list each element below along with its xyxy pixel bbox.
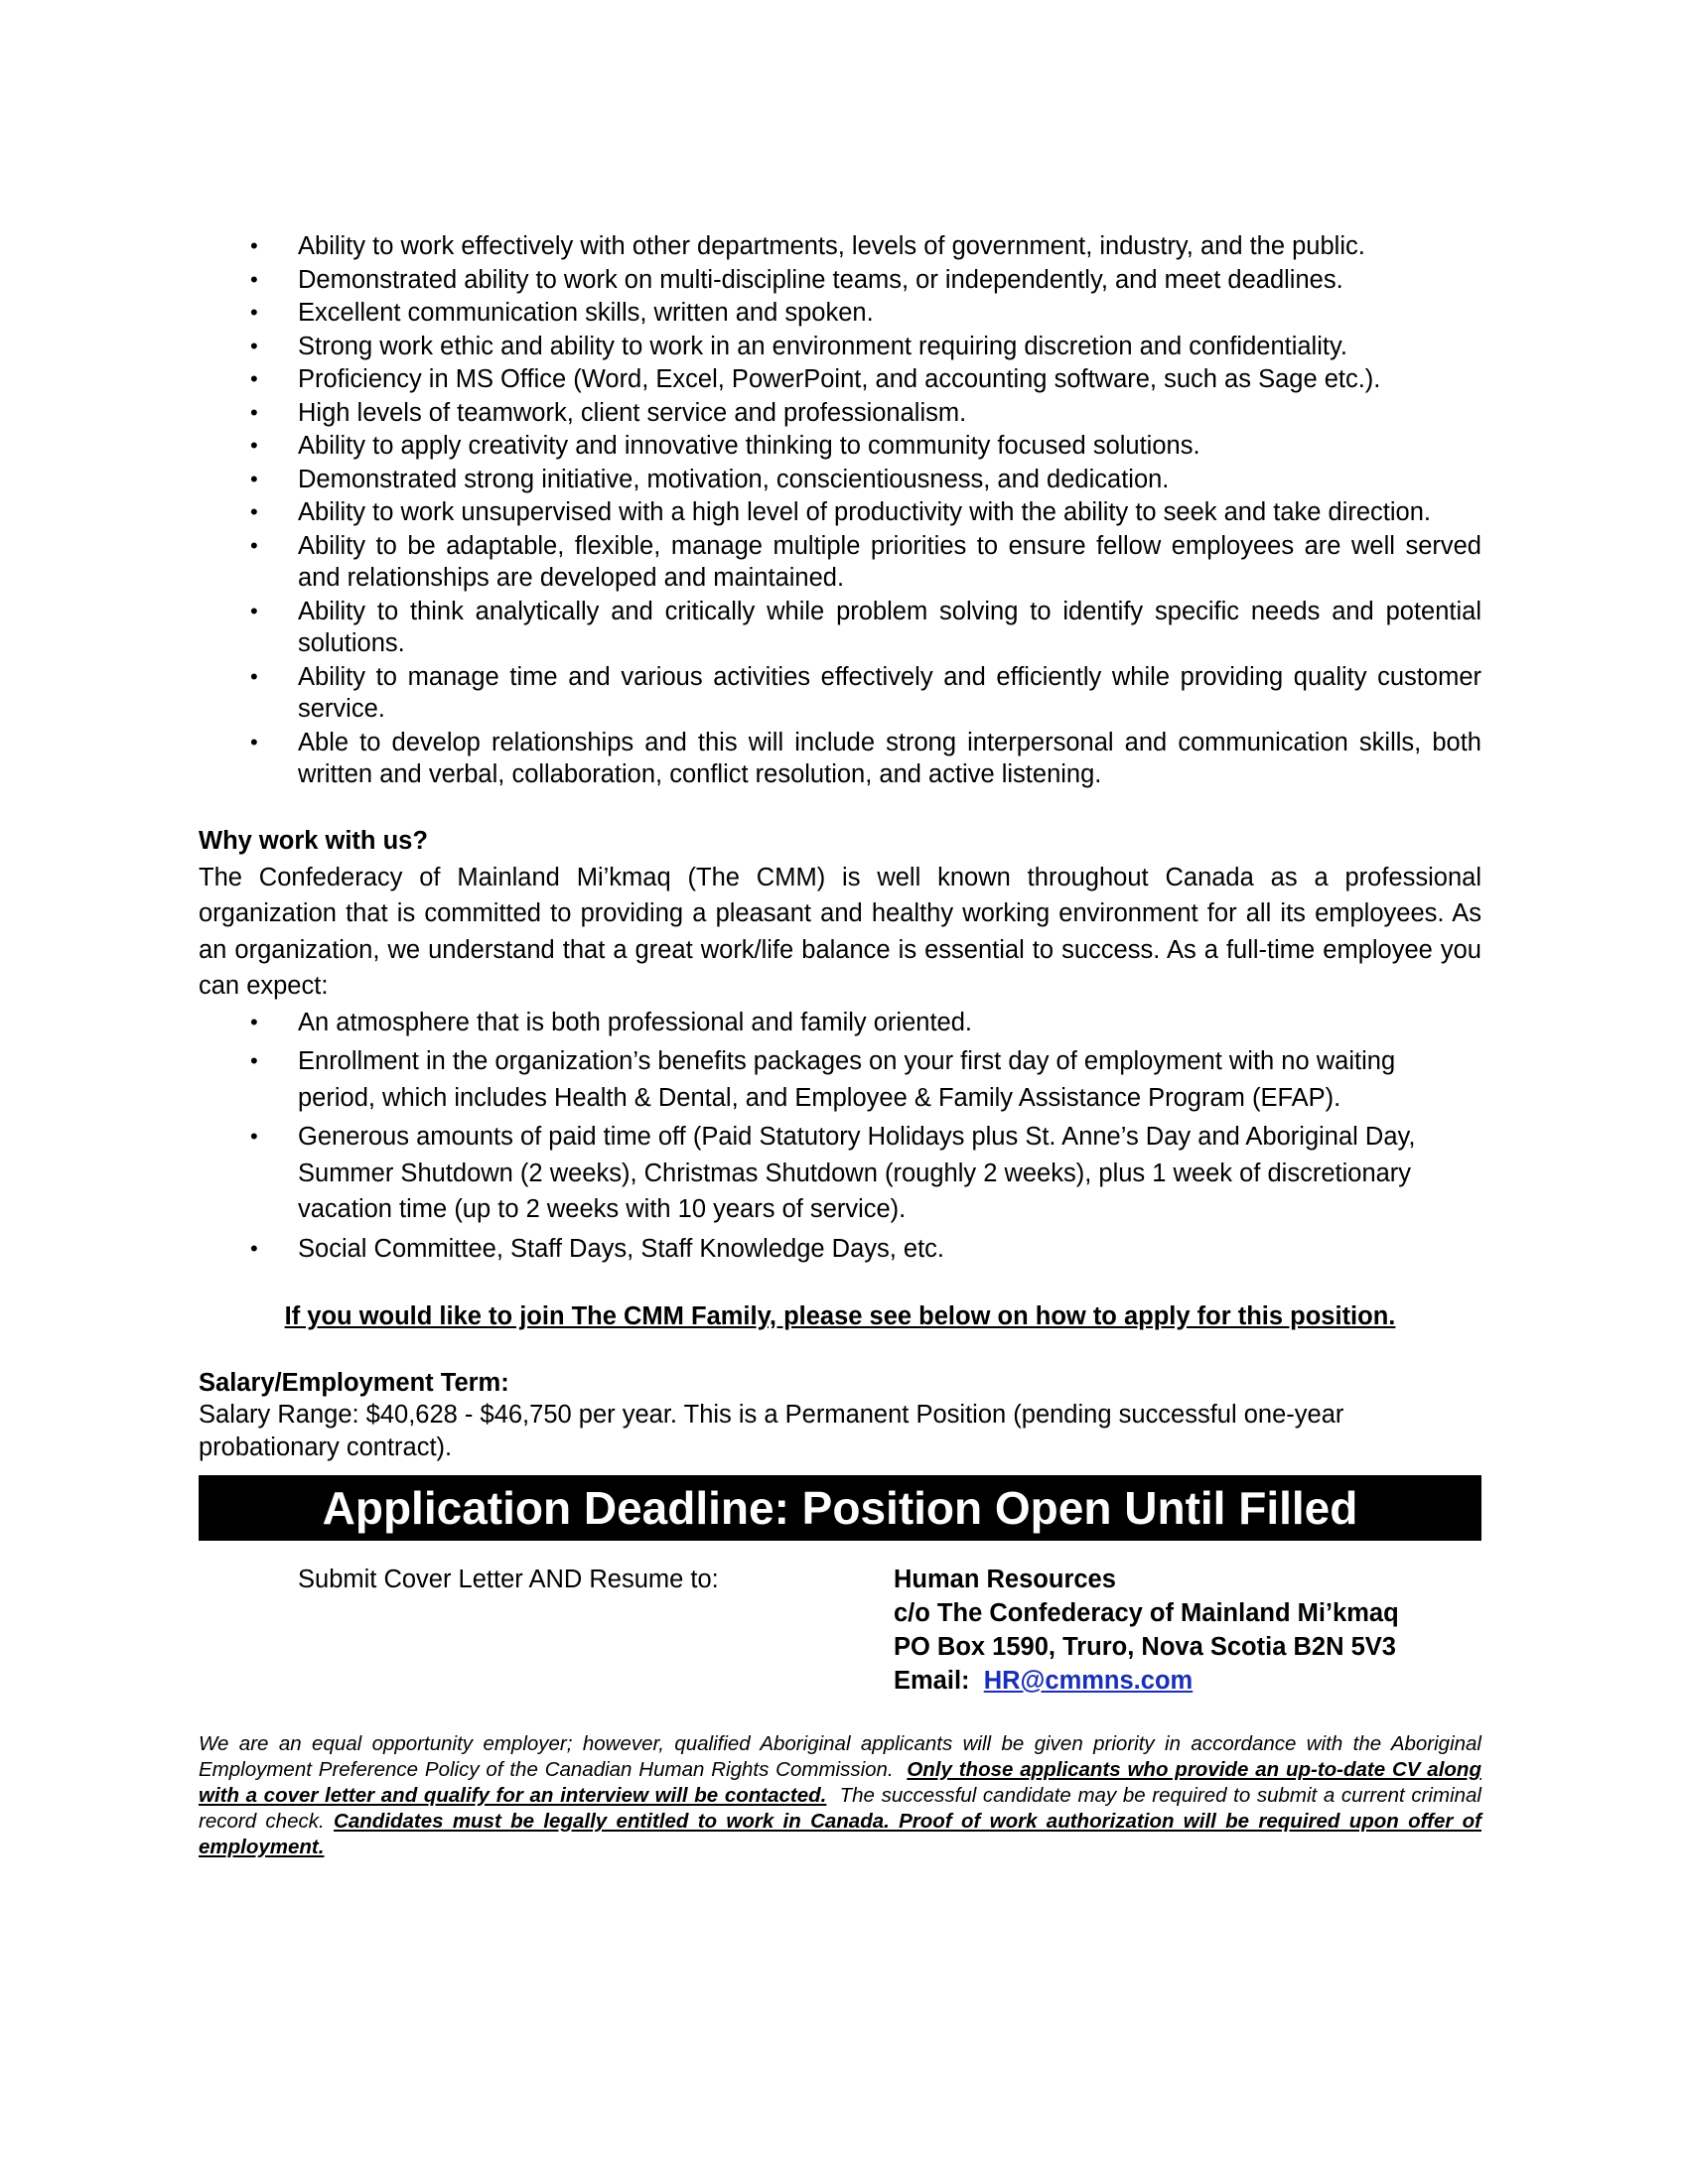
address-line: Human Resources — [894, 1566, 1116, 1593]
list-item: • Social Committee, Staff Days, Staff Knowledge Days, etc. — [199, 1231, 1481, 1268]
benefits-list — [199, 1005, 1481, 1268]
email-line — [894, 1664, 1399, 1698]
bullet-icon: • — [250, 598, 258, 623]
list-item: • Enrollment in the organization’s benefits packages on your first day of employment with no waiting period, which includes Health & Dental, and Employee & Family Assistance Program (EFAP). — [199, 1043, 1481, 1116]
bullet-icon: • — [250, 663, 258, 689]
footer-emphasis: Only those applicants who provide an up-to-date CV along with a cover letter and qualify for an interview will be contacted. — [199, 1758, 1481, 1807]
bullet-icon: • — [250, 1235, 258, 1261]
bullet-icon: • — [250, 366, 258, 391]
footer-text: The successful candidate may be required to submit a current criminal record check. — [199, 1784, 1481, 1833]
join-callout: If you would like to join The CMM Family, please see below on how to apply for this position. — [284, 1302, 1396, 1330]
deadline-banner: Application Deadline: Position Open Until Filled — [199, 1475, 1481, 1541]
equal-opportunity-footer — [199, 1731, 1481, 1860]
submit-label: Submit Cover Letter AND Resume to: — [298, 1566, 719, 1593]
list-item: • Ability to be adaptable, flexible, manage multiple priorities to ensure fellow employees are well served and relationships are developed and maintained. — [250, 531, 1481, 592]
list-item: • Excellent communication skills, written and spoken. — [199, 297, 1481, 330]
bullet-icon: • — [250, 466, 258, 491]
bullet-icon: • — [250, 1048, 258, 1073]
why-heading: Why work with us? — [199, 826, 428, 855]
salary-text: Salary Range: $40,628 - $46,750 per year. This is a Permanent Position (pending successful one-year probationary contract). — [199, 1401, 1344, 1461]
footer-text: We are an equal opportunity employer; however, qualified Aboriginal applicants will be given priority in accordance with the Aboriginal Employment Preference Policy of the Canadian Human Rights Commission. — [199, 1732, 1481, 1781]
list-item: • Proficiency in MS Office (Word, Excel, PowerPoint, and accounting software, such as Sage etc.). — [199, 363, 1481, 396]
list-item: • Ability to apply creativity and innovative thinking to community focused solutions. — [199, 430, 1481, 463]
bullet-icon: • — [250, 532, 258, 558]
address-line: PO Box 1590, Truro, Nova Scotia B2N 5V3 — [894, 1633, 1396, 1661]
list-item: • Ability to think analytically and critically while problem solving to identify specific needs and potential solutions. — [250, 597, 1481, 657]
list-item: • Demonstrated ability to work on multi-discipline teams, or independently, and meet deadlines. — [199, 264, 1481, 297]
bullet-icon: • — [250, 233, 258, 258]
bullet-icon: • — [250, 1009, 258, 1034]
bullet-icon: • — [250, 1124, 258, 1149]
bullet-icon: • — [250, 333, 258, 358]
bullet-icon: • — [250, 266, 258, 292]
list-item: • Ability to work effectively with other departments, levels of government, industry, and the public. — [199, 230, 1481, 263]
list-item: • Strong work ethic and ability to work in an environment requiring discretion and confidentiality. — [199, 331, 1481, 363]
email-link[interactable]: HR@cmmns.com — [983, 1667, 1194, 1695]
bullet-icon: • — [250, 433, 258, 458]
bullet-icon: • — [250, 499, 258, 524]
skills-list — [199, 230, 1481, 791]
address-line: c/o The Confederacy of Mainland Mi’kmaq — [894, 1599, 1399, 1627]
email-label: Email: — [894, 1667, 970, 1695]
list-item: • Able to develop relationships and this will include strong interpersonal and communication skills, both written and verbal, collaboration, conflict resolution, and active listening. — [250, 728, 1481, 788]
footer-emphasis: Candidates must be legally entitled to work in Canada. Proof of work authorization will be required upon offer of employment. — [199, 1810, 1481, 1858]
bullet-icon: • — [250, 729, 258, 754]
list-item: • Ability to manage time and various activities effectively and efficiently while providing quality customer service. — [250, 662, 1481, 723]
submit-section — [199, 1563, 1481, 1721]
list-item: • Demonstrated strong initiative, motivation, conscientiousness, and dedication. — [199, 464, 1481, 496]
bullet-icon: • — [250, 300, 258, 325]
list-item: • Generous amounts of paid time off (Paid Statutory Holidays plus St. Anne’s Day and Aboriginal Day, Summer Shutdown (2 weeks), Christmas Shutdown (roughly 2 weeks), plus 1 week of discretionary vacation time (up to 2 weeks with 10 years of service). — [199, 1119, 1481, 1228]
salary-heading: Salary/Employment Term: — [199, 1369, 509, 1397]
bullet-icon: • — [250, 399, 258, 425]
list-item: • An atmosphere that is both professional and family oriented. — [199, 1005, 1481, 1041]
list-item: • High levels of teamwork, client service and professionalism. — [199, 397, 1481, 430]
why-paragraph: The Confederacy of Mainland Mi’kmaq (The CMM) is well known throughout Canada as a professional organization that is committed to providing a pleasant and healthy working environment for all its employees. As an organization, we understand that a great work/life balance is essential to success. As a full-time employee you can expect: — [199, 863, 1481, 1000]
list-item: • Ability to work unsupervised with a high level of productivity with the ability to seek and take direction. — [199, 496, 1481, 529]
mailing-address — [894, 1563, 1399, 1698]
document-page — [199, 230, 1481, 1860]
